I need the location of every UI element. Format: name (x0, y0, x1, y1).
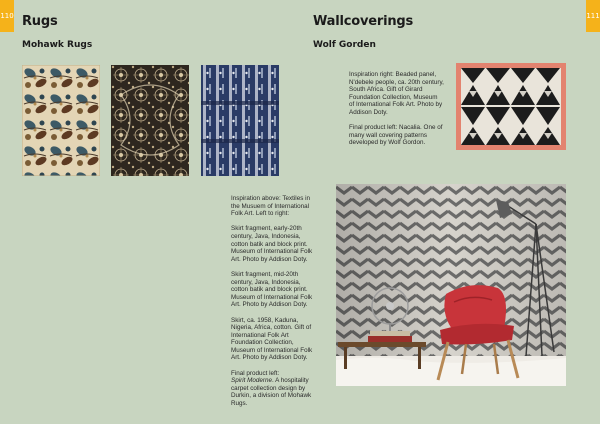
section-title-rugs: Rugs (22, 14, 58, 29)
caption-skirt-nigeria: Skirt, ca. 1958, Kaduna, Nigeria, Africa, cotton. Gift of International Folk Art Foundation Collection, Museum of International Folk Art. Photo by Addison Doty. (231, 316, 313, 362)
subtitle-mohawk-rugs: Mohawk Rugs (22, 40, 93, 50)
caption-final-prefix: Final product left: (231, 369, 280, 377)
caption-final-suffix: . A hospitality carpet collection design by Durkin, a division of Mohawk Rugs. (231, 377, 312, 408)
skirt-fragment-java-1-image (22, 65, 100, 176)
nacalia-room-image (336, 184, 566, 386)
skirt-nigeria-indigo-image (201, 65, 279, 176)
subtitle-wolf-gorden: Wolf Gorden (313, 40, 376, 50)
page-number-left: 110 (0, 0, 14, 32)
caption-final-product (231, 370, 313, 408)
page-number-right: 111 (586, 0, 600, 32)
caption-beaded-panel: Inspiration right: Beaded panel, N'debele people, ca. 20th century, South Africa. Gift of Girard Foundation Collection, Museum of International Folk Art. Photo by Addison Doty. (349, 71, 444, 116)
caption-skirt-fragment-2: Skirt fragment, mid-20th century, Java, Indonesia, cotton batik and block print. Museum of International Folk Art. Photo by Addison Doty. (231, 270, 313, 309)
wallcoverings-caption (349, 71, 444, 147)
caption-final-italic: Spirit Moderne (231, 377, 272, 385)
section-title-wallcoverings: Wallcoverings (313, 14, 414, 29)
caption-skirt-fragment-1: Skirt fragment, early-20th century, Java, Indonesia, cotton batik and block print. Museum of International Folk Art. Photo by Addison Doty. (231, 225, 313, 263)
rugs-caption (231, 195, 313, 408)
caption-nacalia: Final product left: Nacalia. One of many wall covering patterns developed by Wolf Gordon. (349, 124, 443, 147)
beaded-panel-image (456, 63, 566, 150)
skirt-fragment-java-2-image (111, 65, 189, 176)
caption-inspiration: Inspiration above: Textiles in the Musuem of International Folk Art. Left to right: (231, 195, 310, 218)
